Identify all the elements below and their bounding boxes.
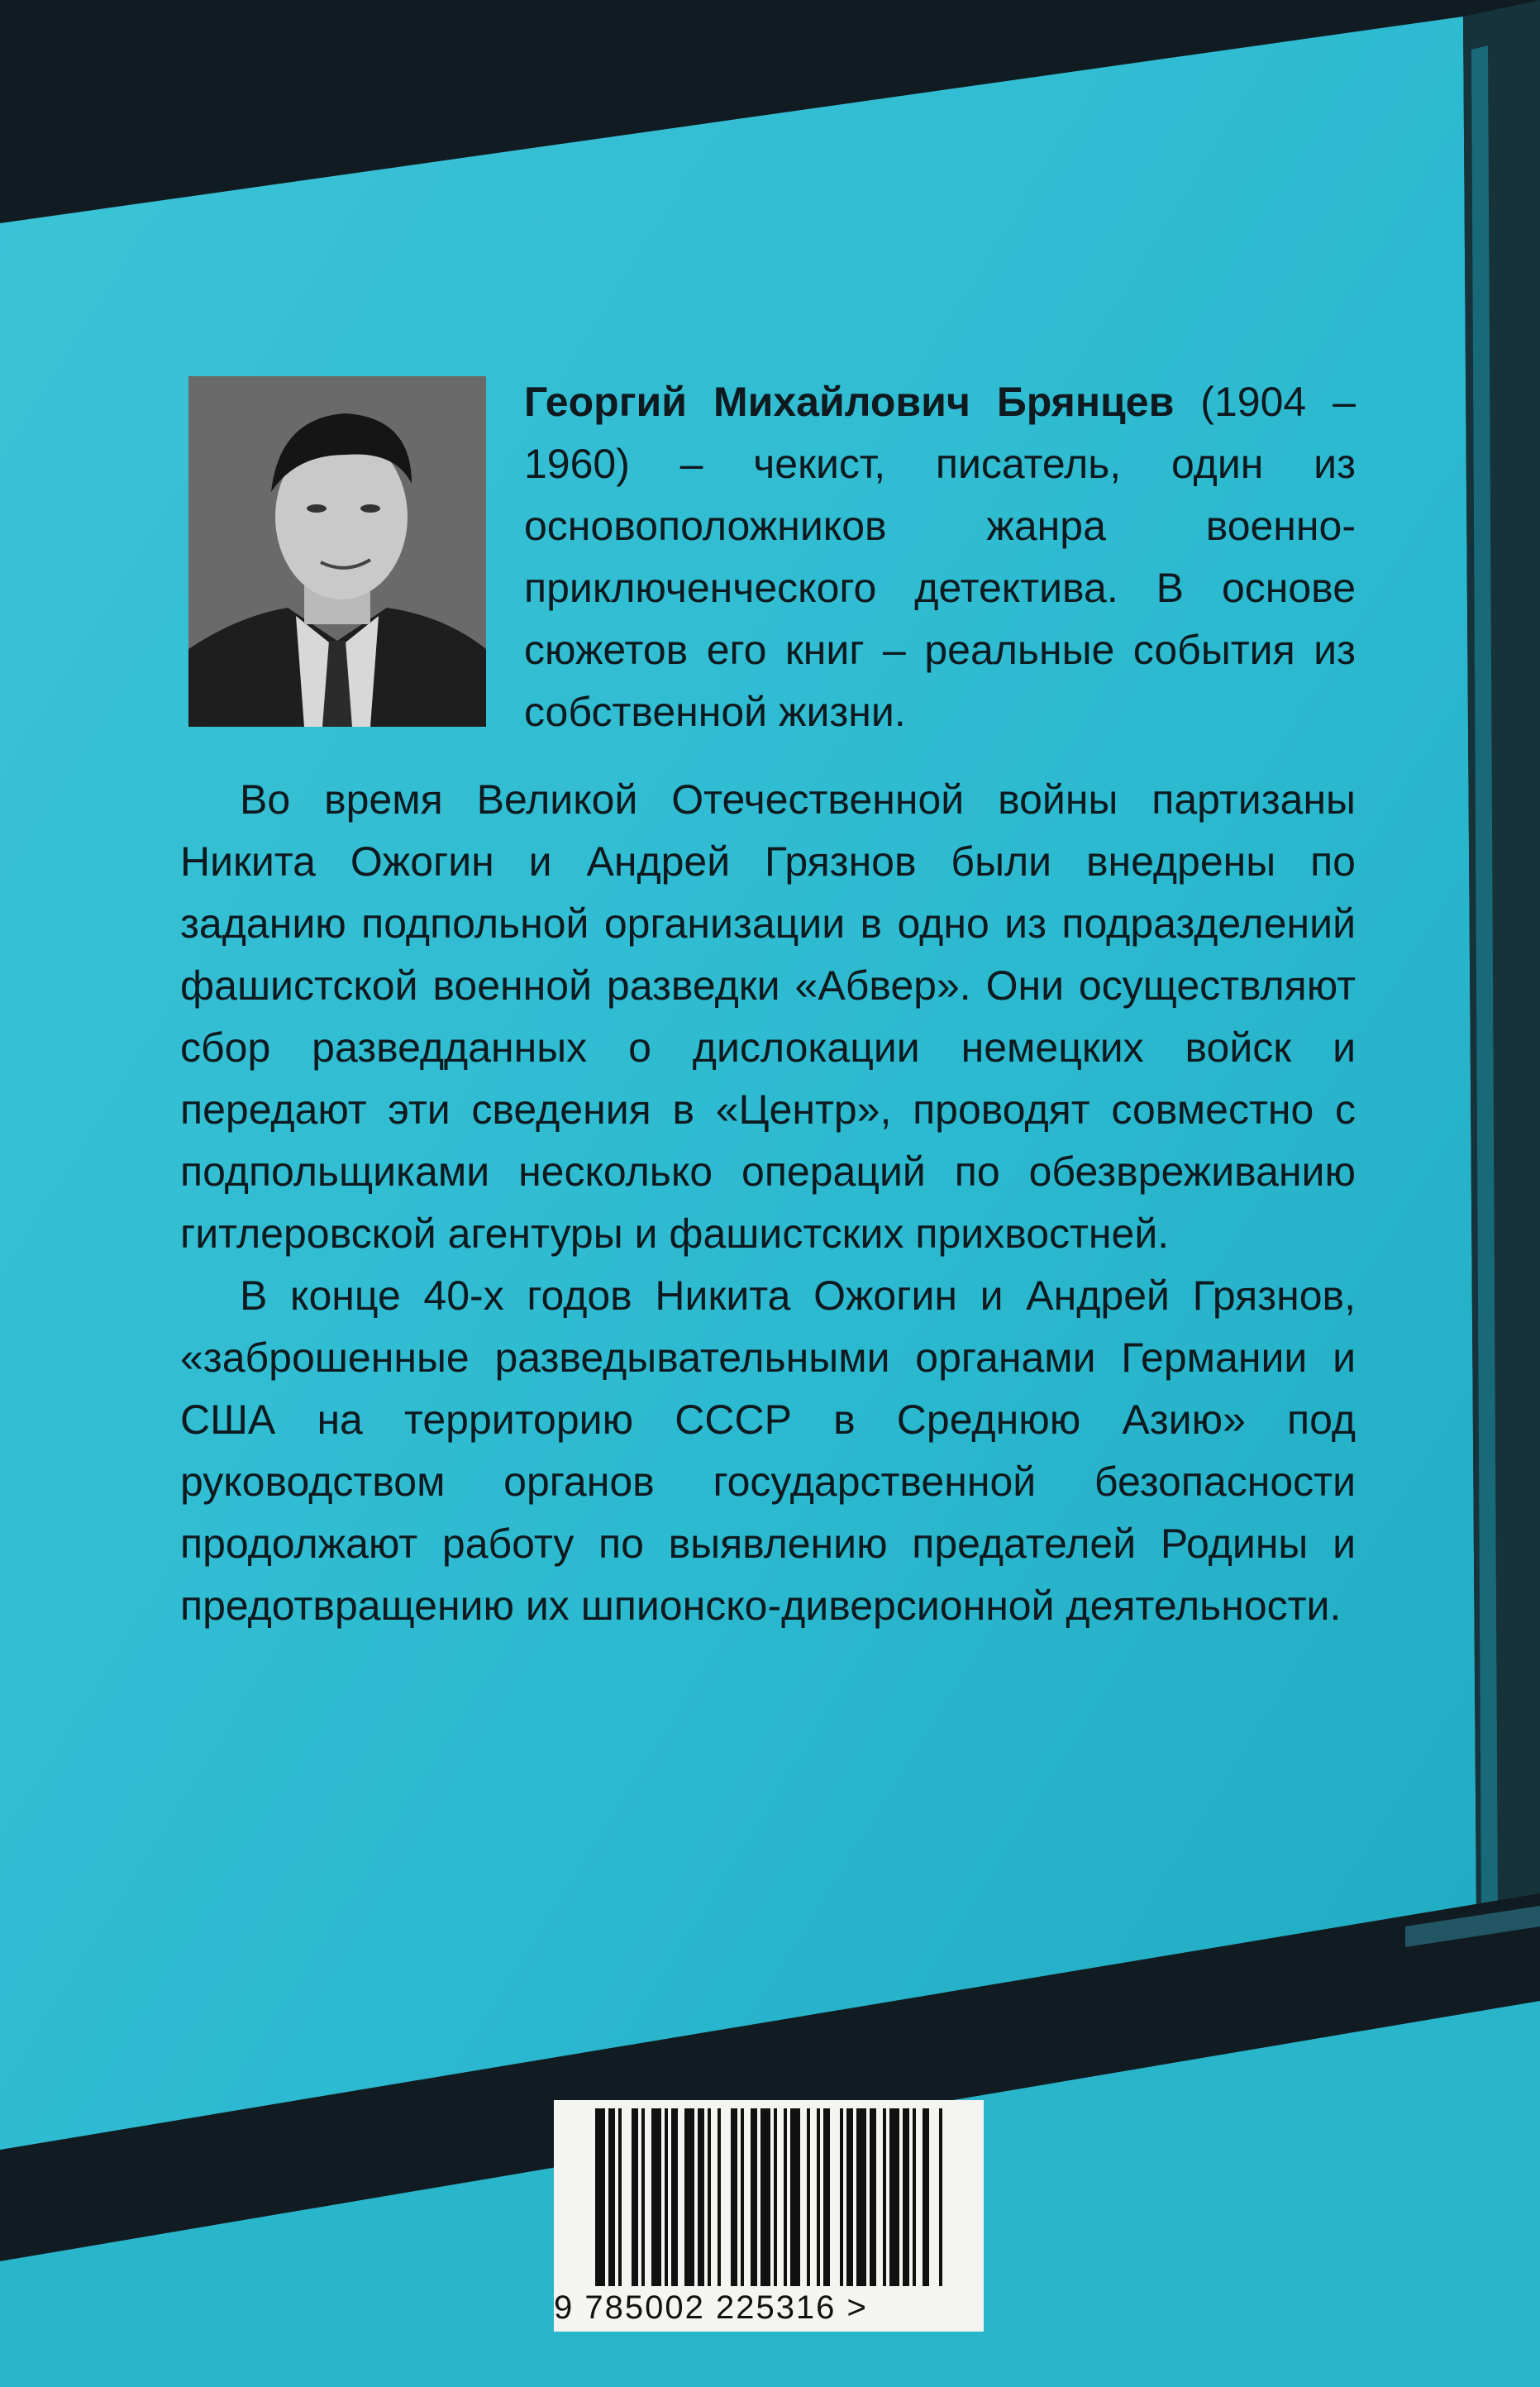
author-bio [524,371,1356,743]
description-paragraph-2: В конце 40-х годов Никита Ожогин и Андрей Грязнов, «заброшенные разведывательными органами Германии и США на территорию СССР в Среднюю Азию» под руководством органов государственной безопасности продолжают работу по выявлению предателей Родины и предотвращению их шпионско-диверсионной деятельности. [180,1272,1356,1629]
author-portrait-image [188,376,486,727]
isbn-barcode [554,2100,984,2332]
author-bio-text: (1904 – 1960) – чекист, писатель, один из основоположников жанра военно-приключенческого детектива. В основе сюжетов его книг – реальные события из собственной жизни. [524,379,1356,735]
author-name: Георгий Михайлович Брянцев [524,379,1175,425]
isbn-digits: 9 785002 225316 > [554,2289,868,2326]
author-photo [188,376,486,727]
description-paragraph-1: Во время Великой Отечественной войны партизаны Никита Ожогин и Андрей Грязнов были внедрены по заданию подпольной организации в одно из подразделений фашистской военной разведки «Абвер». Они осуществляют сбор разведданных о дислокации немецких войск и передают эти сведения в «Центр», проводят совместно с подпольщиками несколько операций по обезвреживанию гитлеровской агентуры и фашистских прихвостней. [180,776,1356,1257]
barcode-bars [554,2100,984,2290]
